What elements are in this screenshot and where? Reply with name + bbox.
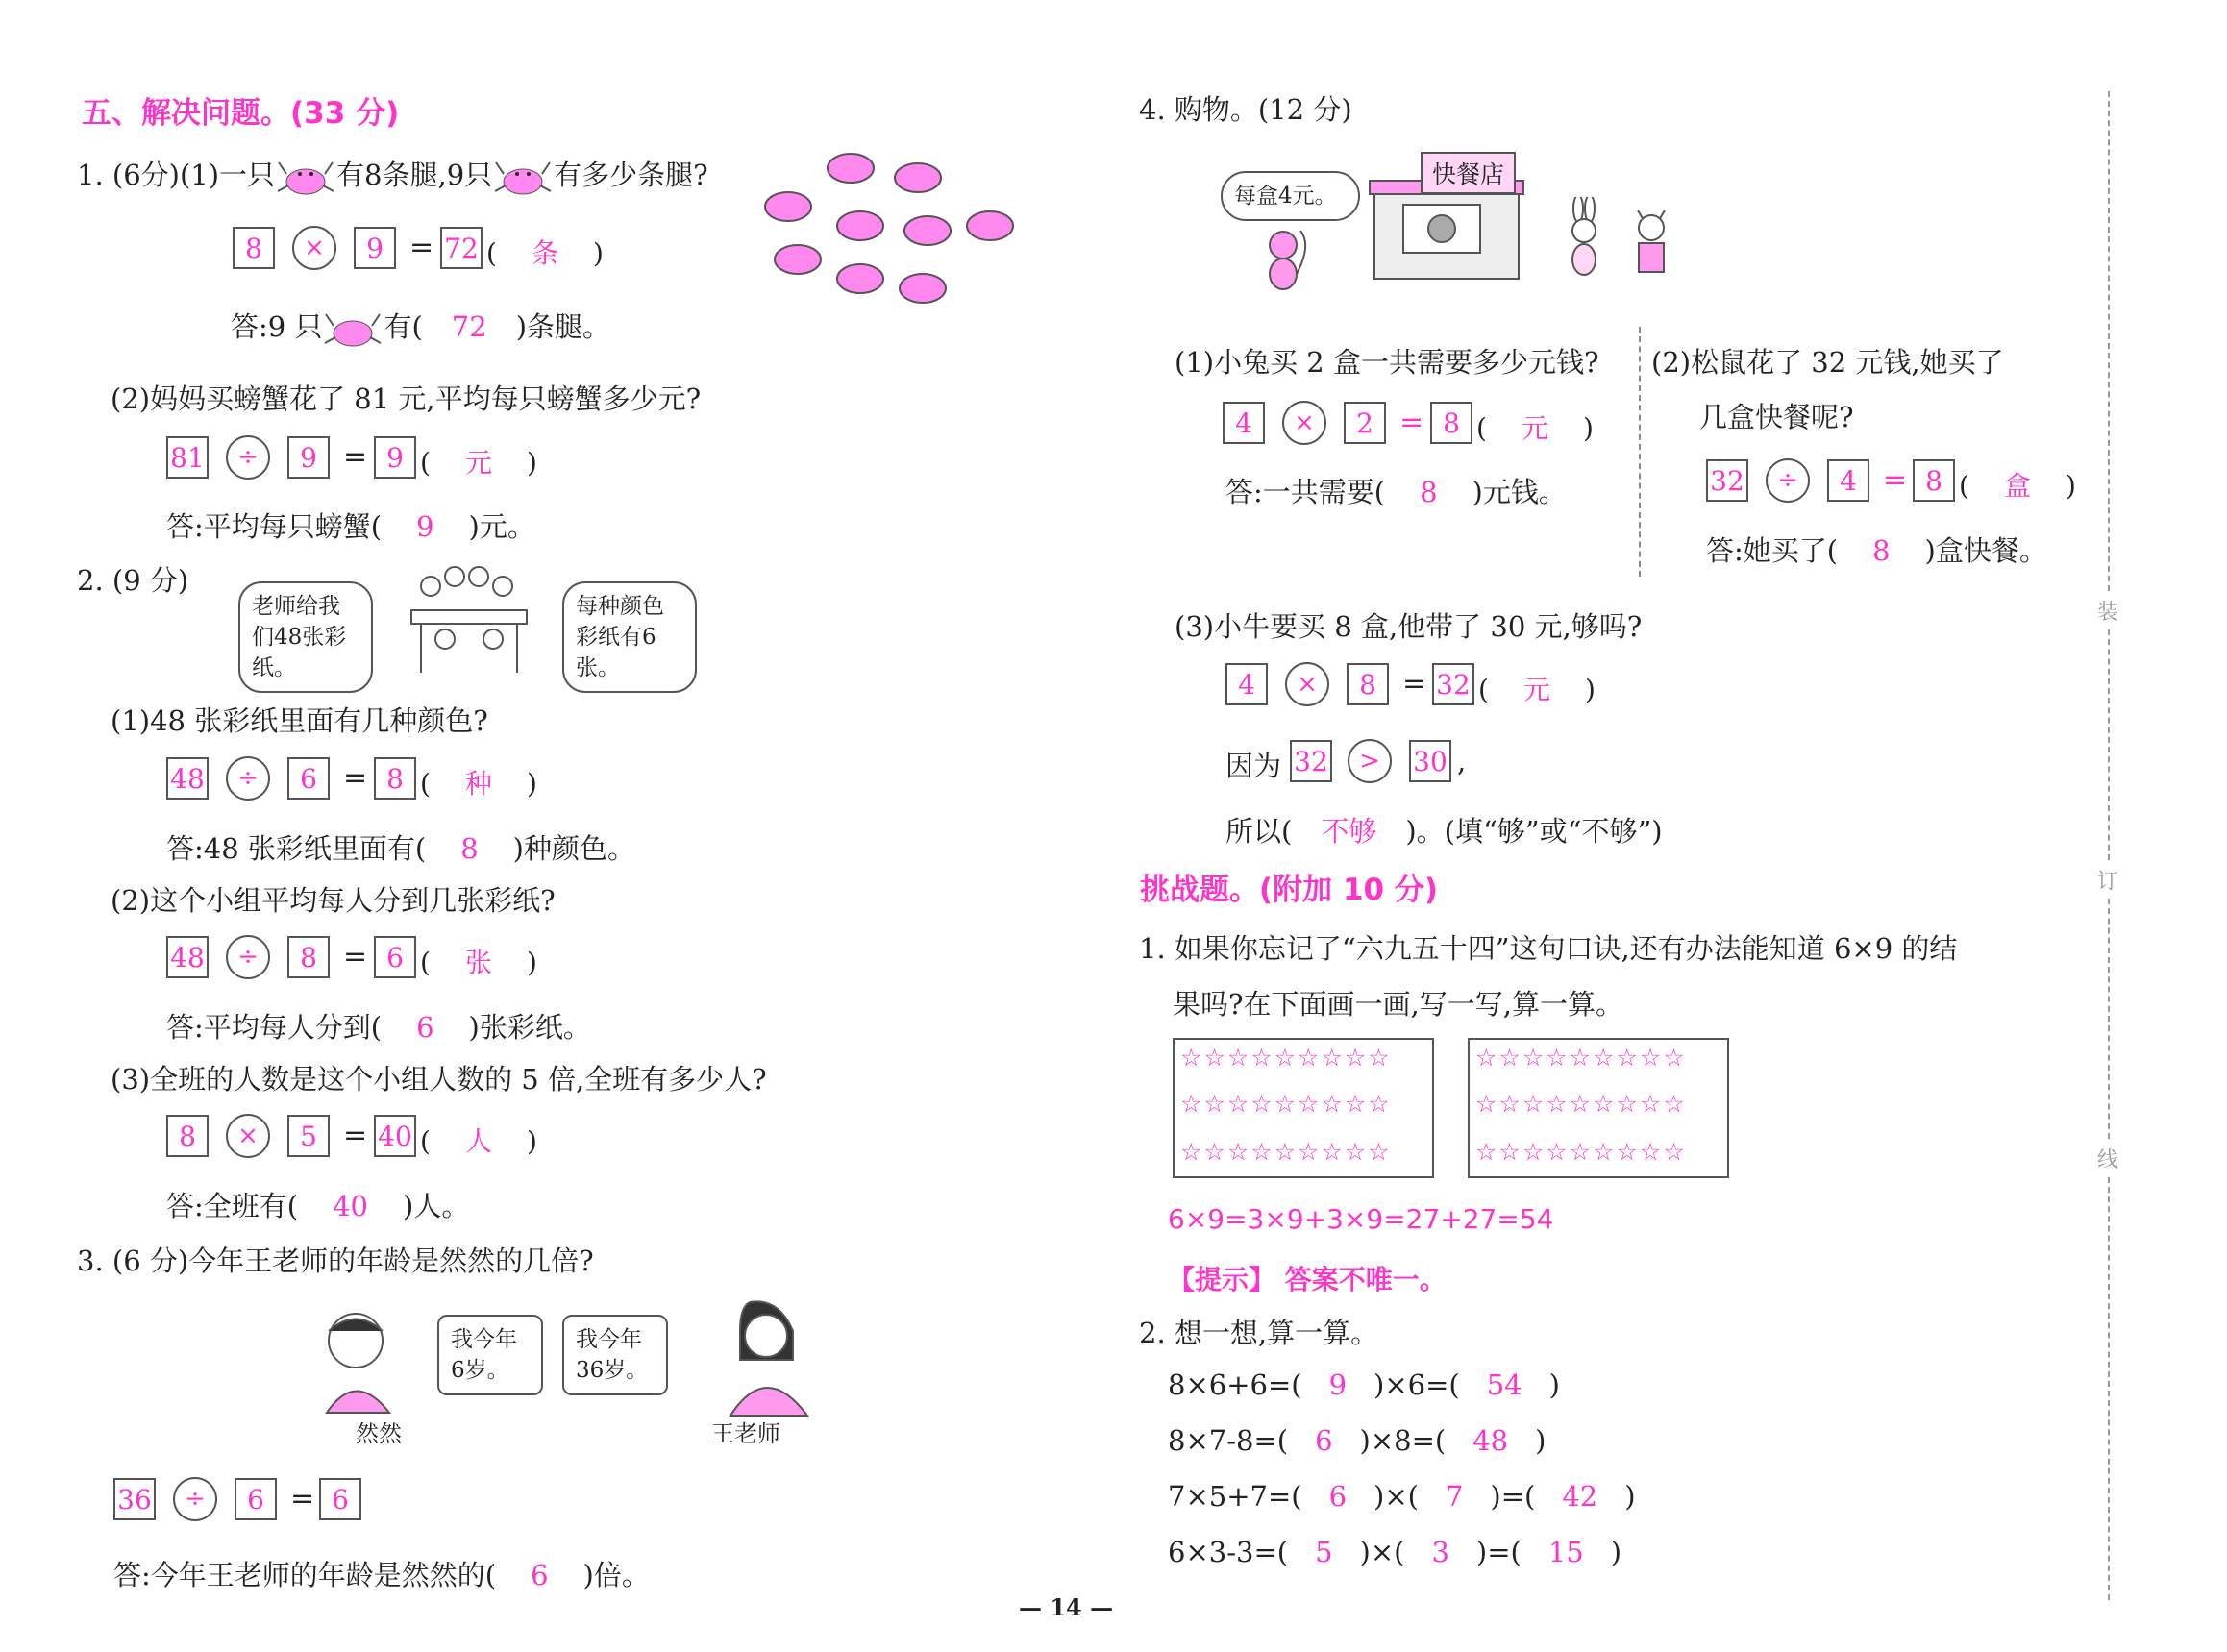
q3-eq-result: 6 (319, 1478, 361, 1520)
q4c-eq-b: 8 (1347, 663, 1389, 705)
calc-answer: 7 (1445, 1480, 1464, 1513)
q1-eq-a: 8 (233, 227, 275, 269)
q1-mid: 有8条腿,9只 (336, 159, 493, 191)
q2a-answer (166, 827, 635, 867)
q4c-eq-sign: = (1402, 667, 1427, 701)
boy-name: 然然 (356, 1420, 402, 1447)
page-number: — 14 — (1019, 1593, 1114, 1621)
q4a-ans-suffix: )元钱。 (1472, 476, 1567, 508)
calc-row-3 (1168, 1480, 1636, 1513)
q4b-ans-suffix: )盒快餐。 (1924, 534, 2047, 567)
calc-answer: 6 (1328, 1480, 1348, 1513)
calc-end: ) (1535, 1424, 1547, 1457)
price-bubble: 每盒4元。 (1221, 171, 1360, 221)
q4a-eq-sign: = (1399, 406, 1424, 439)
teacher-illustration (702, 1293, 827, 1418)
challenge-title: 挑战题。(附加 10 分) (1140, 873, 1439, 907)
star-row: ☆☆☆☆☆☆☆☆☆ (1475, 1090, 1687, 1118)
because-label: 因为 (1225, 750, 1282, 782)
calc-expr: 7×5+7=( (1168, 1480, 1302, 1513)
so-value: 不够 (1321, 815, 1377, 848)
q4a-eq-b: 2 (1344, 402, 1386, 444)
q1b-eq-result: 9 (374, 436, 416, 479)
q3-answer (113, 1554, 650, 1593)
so-line (1225, 810, 1663, 850)
calc-answer: 9 (1328, 1368, 1348, 1401)
calf-icon (1624, 197, 1677, 279)
q4c-eq-a: 4 (1225, 663, 1268, 705)
challenge-q1-line2: 果吗?在下面画一画,写一写,算一算。 (1173, 988, 1623, 1021)
q3-label: 3. (6 分)今年王老师的年龄是然然的几倍? (77, 1245, 594, 1277)
q1b-eq-b: 9 (287, 436, 330, 479)
q4a-ans-prefix: 答:一共需要( (1225, 476, 1386, 508)
margin-mark: 订 (2097, 870, 2119, 894)
q1-eq-b: 9 (354, 227, 396, 269)
compare-op: > (1348, 739, 1392, 783)
q3-ans-suffix: )倍。 (582, 1559, 650, 1591)
binding-line (2108, 91, 2110, 591)
calc-answer: 42 (1562, 1480, 1598, 1513)
q2a-eq-result: 8 (374, 757, 416, 800)
shop-sign: 快餐店 (1421, 152, 1516, 194)
compare-b: 30 (1409, 740, 1451, 782)
q2a-ans-value: 8 (460, 832, 479, 865)
q2b-eq-b: 8 (287, 936, 330, 978)
q4b-eq-op: ÷ (1766, 458, 1810, 503)
q4a-answer (1225, 471, 1567, 510)
crab-icon (322, 307, 384, 351)
calc-mid: )=( (1475, 1536, 1522, 1568)
q1b-ans-suffix: )元。 (468, 510, 535, 543)
q2-sub2: (2)这个小组平均每人分到几张彩纸? (111, 884, 556, 917)
q2b-ans-prefix: 答:平均每人分到( (166, 1011, 383, 1044)
calc-answer: 5 (1315, 1536, 1333, 1568)
q2-sub1: (1)48 张彩纸里面有几种颜色? (111, 704, 488, 737)
q2b-answer (166, 1006, 591, 1046)
binding-line (2108, 629, 2110, 860)
binding-line (2108, 1177, 2110, 1600)
q3-eq-a: 36 (113, 1478, 156, 1520)
q2c-eq-op: × (226, 1114, 270, 1158)
q2b-eq-op: ÷ (226, 935, 270, 979)
q3-ans-prefix: 答:今年王老师的年龄是然然的( (113, 1559, 497, 1591)
q4b-answer (1706, 530, 2047, 569)
q1b-answer (166, 505, 535, 545)
q4-label: 4. 购物。(12 分) (1139, 93, 1352, 126)
q2b-eq-sign: = (343, 940, 368, 974)
speech-bubble-boy: 我今年6岁。 (437, 1315, 543, 1395)
star-grid-left (1173, 1038, 1434, 1178)
q1b-unit-value: 元 (464, 447, 492, 479)
q1-eq-sign: = (409, 231, 434, 264)
margin-mark: 线 (2097, 1148, 2119, 1172)
q4a-unit-value: 元 (1521, 412, 1548, 444)
calc-end: ) (1548, 1368, 1560, 1401)
q4b-unit-value: 盒 (2003, 470, 2031, 502)
star-grid-right (1468, 1038, 1729, 1178)
q1-sub2: (2)妈妈买螃蟹花了 81 元,平均每只螃蟹多少元? (111, 382, 702, 415)
calc-mid: )=( (1490, 1480, 1536, 1513)
group-of-students-illustration (402, 557, 536, 678)
q1b-eq-sign: = (343, 440, 368, 474)
calc-answer: 54 (1486, 1368, 1522, 1401)
q1-suffix: 有多少条腿? (554, 159, 708, 191)
q1-unit: ( 条 ) (486, 237, 604, 269)
q4c-eq-op: × (1285, 662, 1329, 706)
so-suffix: )。(填“够”或“不够”) (1405, 815, 1663, 848)
q4b-ans-prefix: 答:她买了( (1706, 534, 1839, 567)
calc-answer: 3 (1431, 1536, 1449, 1568)
q1b-ans-value: 9 (416, 510, 434, 543)
q4a-unit: ( 元 ) (1476, 412, 1594, 444)
q1-ans-prefix: 答:9 只 (231, 310, 323, 343)
q1-eq-result: 72 (440, 227, 483, 269)
q4-sub2-line2: 几盒快餐呢? (1699, 401, 1854, 433)
q2c-eq-a: 8 (166, 1115, 209, 1157)
q2a-ans-suffix: )种颜色。 (512, 832, 635, 865)
q1-answer (231, 306, 610, 351)
calc-mid: )×( (1373, 1480, 1419, 1513)
challenge-formula: 6×9=3×9+3×9=27+27=54 (1168, 1203, 1554, 1235)
speech-bubble-teacher-age: 我今年36岁。 (562, 1315, 668, 1395)
q4-sub2-line1: (2)松鼠花了 32 元钱,她买了 (1651, 346, 2004, 379)
boy-illustration (308, 1302, 413, 1418)
calc-row-2 (1168, 1424, 1546, 1457)
compare-comma: , (1457, 745, 1467, 777)
q2c-ans-value: 40 (333, 1190, 368, 1222)
q4a-eq-op: × (1282, 401, 1326, 445)
q2a-eq-b: 6 (287, 757, 330, 800)
challenge-q2-label: 2. 想一想,算一算。 (1139, 1317, 1379, 1349)
crab-group-illustration (759, 135, 1019, 317)
q1-eq-op: × (292, 226, 336, 270)
calc-end: ) (1610, 1536, 1622, 1568)
section-title: 五、解决问题。(33 分) (82, 96, 400, 131)
margin-mark: 装 (2097, 601, 2119, 625)
crab-icon (492, 155, 554, 199)
q4b-eq-b: 4 (1827, 459, 1869, 502)
q1-prefix: 1. (6分)(1)一只 (77, 159, 276, 191)
calc-mid: )×6=( (1373, 1368, 1460, 1401)
rabbit-icon (1557, 197, 1610, 279)
q2c-eq-result: 40 (374, 1115, 416, 1157)
q2c-eq-sign: = (343, 1119, 368, 1152)
q2-sub3: (3)全班的人数是这个小组人数的 5 倍,全班有多少人? (111, 1063, 767, 1096)
calc-mid: )×8=( (1359, 1424, 1447, 1457)
star-row: ☆☆☆☆☆☆☆☆☆ (1180, 1044, 1392, 1072)
calc-expr: 6×3-3=( (1168, 1536, 1289, 1568)
q1-line (77, 154, 708, 199)
q1-ans-value: 72 (451, 310, 487, 343)
star-row: ☆☆☆☆☆☆☆☆☆ (1180, 1090, 1392, 1118)
q2c-unit-value: 人 (464, 1125, 492, 1157)
q2b-ans-suffix: )张彩纸。 (468, 1011, 591, 1044)
calc-row-1 (1168, 1368, 1560, 1401)
calc-row-4 (1168, 1536, 1621, 1568)
q4c-unit: ( 元 ) (1478, 674, 1596, 705)
calc-end: ) (1624, 1480, 1636, 1513)
q1-unit-value: 条 (531, 237, 558, 269)
star-row: ☆☆☆☆☆☆☆☆☆ (1475, 1044, 1687, 1072)
q3-eq-sign: = (290, 1482, 315, 1516)
squirrel-icon (1254, 216, 1312, 293)
q2-label: 2. (9 分) (77, 564, 189, 597)
q2b-unit-value: 张 (464, 947, 492, 978)
challenge-hint: 【提示】 答案不唯一。 (1168, 1264, 1447, 1295)
q2b-unit: ( 张 ) (420, 947, 537, 978)
speech-bubble-students: 老师给我们48张彩纸。 (238, 581, 373, 693)
q1-ans-mid: 有( (384, 310, 423, 343)
star-row: ☆☆☆☆☆☆☆☆☆ (1180, 1138, 1392, 1166)
q1b-eq-a: 81 (166, 436, 209, 479)
q2b-ans-value: 6 (416, 1011, 434, 1044)
binding-line (2108, 899, 2110, 1139)
q4b-eq-a: 32 (1706, 459, 1748, 502)
q4a-ans-value: 8 (1420, 476, 1438, 508)
q2c-ans-suffix: )人。 (403, 1190, 470, 1222)
q1-ans-suffix: )条腿。 (515, 310, 611, 343)
calc-mid: )×( (1359, 1536, 1405, 1568)
q4-divider (1639, 327, 1641, 577)
calc-expr: 8×6+6=( (1168, 1368, 1302, 1401)
q4b-unit: ( 盒 ) (1959, 470, 2076, 502)
q4b-ans-value: 8 (1872, 534, 1891, 567)
q2a-unit-value: 种 (464, 768, 492, 800)
calc-expr: 8×7-8=( (1168, 1424, 1289, 1457)
q2a-eq-a: 48 (166, 757, 209, 800)
star-row: ☆☆☆☆☆☆☆☆☆ (1475, 1138, 1687, 1166)
q4b-eq-sign: = (1883, 463, 1908, 497)
q4c-eq-result: 32 (1432, 663, 1474, 705)
q3-ans-value: 6 (531, 1559, 549, 1591)
q4-sub1: (1)小兔买 2 盒一共需要多少元钱? (1175, 346, 1599, 379)
teacher-name: 王老师 (711, 1420, 780, 1447)
q1b-ans-prefix: 答:平均每只螃蟹( (166, 510, 383, 543)
calc-answer: 15 (1547, 1536, 1584, 1568)
so-prefix: 所以( (1225, 815, 1293, 848)
q2b-eq-a: 48 (166, 936, 209, 978)
q3-eq-op: ÷ (173, 1477, 217, 1521)
q4-sub3: (3)小牛要买 8 盒,他带了 30 元,够吗? (1175, 610, 1643, 643)
q3-eq-b: 6 (235, 1478, 277, 1520)
q1b-unit: ( 元 ) (420, 447, 537, 479)
speech-bubble-teacher: 每种颜色彩纸有6张。 (562, 581, 697, 693)
q2c-unit: ( 人 ) (420, 1125, 537, 1157)
q2c-ans-prefix: 答:全班有( (166, 1190, 299, 1222)
q1b-eq-op: ÷ (226, 435, 270, 480)
q2b-eq-result: 6 (374, 936, 416, 978)
q2a-eq-sign: = (343, 761, 368, 795)
q4a-eq-a: 4 (1223, 402, 1265, 444)
crab-icon (275, 155, 336, 199)
q2a-ans-prefix: 答:48 张彩纸里面有( (166, 832, 427, 865)
q2c-eq-b: 5 (287, 1115, 330, 1157)
q4c-unit-value: 元 (1522, 674, 1550, 705)
compare-a: 32 (1290, 740, 1332, 782)
q4a-eq-result: 8 (1430, 402, 1472, 444)
challenge-q1-line1: 1. 如果你忘记了“六九五十四”这句口诀,还有办法能知道 6×9 的结 (1139, 932, 1958, 965)
q4b-eq-result: 8 (1913, 459, 1955, 502)
q2a-unit: ( 种 ) (420, 768, 537, 800)
calc-answer: 6 (1315, 1424, 1333, 1457)
q2a-eq-op: ÷ (226, 756, 270, 801)
calc-answer: 48 (1472, 1424, 1509, 1457)
q2c-answer (166, 1185, 469, 1224)
